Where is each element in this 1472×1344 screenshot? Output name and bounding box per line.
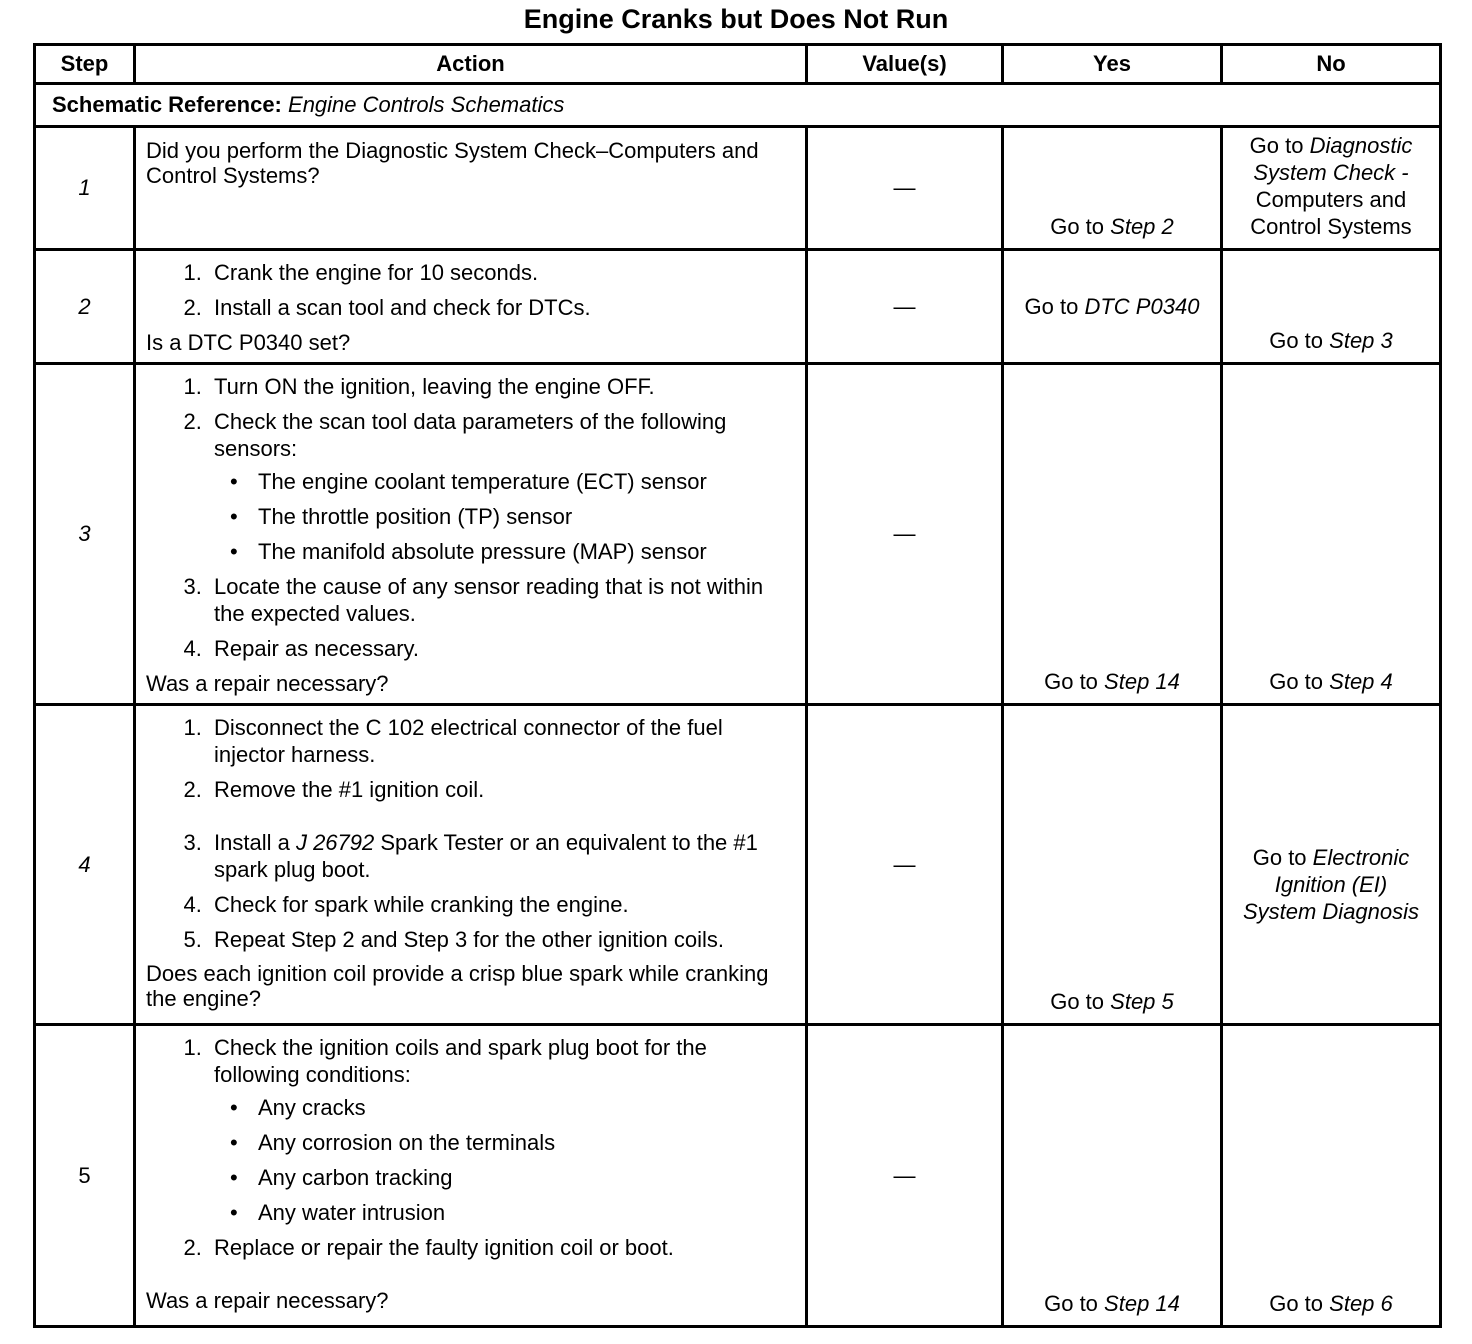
- diagnostic-table: [33, 43, 1442, 1328]
- header-row: [35, 45, 1441, 84]
- value-cell: —: [807, 127, 1003, 250]
- table-row: [35, 127, 1441, 250]
- step-number: 5: [35, 1025, 135, 1327]
- step-number: 4: [35, 705, 135, 1025]
- tool-link[interactable]: J 26792: [295, 830, 375, 855]
- schematic-row: [35, 84, 1441, 127]
- yes-prefix: Go to: [1044, 1291, 1098, 1316]
- step-number: 3: [35, 364, 135, 705]
- header-values: Value(s): [807, 45, 1003, 84]
- yes-cell: [1003, 127, 1222, 250]
- no-cell: [1222, 250, 1441, 364]
- action-question: Does each ignition coil provide a crisp blue spark while cranking the engine?: [146, 961, 769, 1011]
- action-list: [146, 1034, 793, 1261]
- condition-list: [214, 1094, 793, 1226]
- step-number: 1: [35, 127, 135, 250]
- yes-link[interactable]: Step 2: [1110, 214, 1174, 239]
- action-item: [208, 1034, 793, 1226]
- table-row: [35, 250, 1441, 364]
- action-item-text: Check the ignition coils and spark plug boot for the following conditions:: [214, 1035, 707, 1087]
- action-item: 2. Replace or repair the faulty ignition coil or boot.: [208, 1234, 793, 1261]
- list-item: • Any corrosion on the terminals: [252, 1129, 793, 1156]
- table-row: [35, 364, 1441, 705]
- schematic-reference: [35, 84, 1441, 127]
- step-number: 2: [35, 250, 135, 364]
- action-list: [146, 714, 793, 953]
- action-item: 5. Repeat Step 2 and Step 3 for the other ignition coils.: [208, 926, 793, 953]
- yes-prefix: Go to: [1024, 293, 1079, 319]
- yes-link[interactable]: Step 5: [1110, 989, 1174, 1014]
- action-item: 1. Turn ON the ignition, leaving the engine OFF.: [208, 373, 793, 400]
- yes-prefix: Go to: [1050, 989, 1105, 1014]
- yes-prefix: Go to: [1050, 214, 1105, 239]
- sensor-list: [214, 468, 793, 565]
- no-prefix: Go to: [1252, 845, 1307, 870]
- action-cell: [135, 127, 807, 250]
- action-item: 2. Install a scan tool and check for DTCs.: [208, 294, 793, 321]
- action-cell: [135, 250, 807, 364]
- action-item: [208, 829, 793, 883]
- yes-cell: [1003, 705, 1222, 1025]
- no-cell: [1222, 705, 1441, 1025]
- value-cell: —: [807, 364, 1003, 705]
- action-item: 4. Check for spark while cranking the engine.: [208, 891, 793, 918]
- action-question: Did you perform the Diagnostic System Check–Computers and Control Systems?: [146, 138, 759, 188]
- action-list: [146, 259, 793, 321]
- action-list: [146, 373, 793, 662]
- action-cell: [135, 1025, 807, 1327]
- action-cell: [135, 364, 807, 705]
- no-prefix: Go to: [1269, 328, 1324, 353]
- no-cell: [1222, 364, 1441, 705]
- no-cell: [1222, 127, 1441, 250]
- action-question: Was a repair necessary?: [146, 1288, 389, 1313]
- action-question: Is a DTC P0340 set?: [146, 330, 351, 355]
- yes-link[interactable]: Step 14: [1104, 669, 1180, 694]
- schematic-link[interactable]: Engine Controls Schematics: [288, 92, 565, 117]
- header-yes: Yes: [1003, 45, 1222, 84]
- action-item-text: Install a: [214, 830, 290, 855]
- yes-prefix: Go to: [1044, 669, 1098, 694]
- header-step: Step: [35, 45, 135, 84]
- table-row: [35, 1025, 1441, 1327]
- list-item: • Any carbon tracking: [252, 1164, 793, 1191]
- value-cell: —: [807, 1025, 1003, 1327]
- value-cell: —: [807, 705, 1003, 1025]
- action-item: 1. Crank the engine for 10 seconds.: [208, 259, 793, 286]
- action-item: 3. Locate the cause of any sensor reading that is not within the expected values.: [208, 573, 793, 627]
- list-item: • The engine coolant temperature (ECT) sensor: [252, 468, 793, 495]
- value-cell: —: [807, 250, 1003, 364]
- no-link[interactable]: Step 3: [1329, 328, 1393, 353]
- yes-cell: [1003, 364, 1222, 705]
- no-link[interactable]: Diagnostic System Check -: [1253, 133, 1413, 185]
- list-item: • The manifold absolute pressure (MAP) sensor: [252, 538, 793, 565]
- yes-cell: [1003, 1025, 1222, 1327]
- no-cell: [1222, 1025, 1441, 1327]
- no-prefix: Go to: [1249, 133, 1304, 158]
- no-prefix: Go to: [1269, 1291, 1324, 1316]
- action-item: 1. Disconnect the C 102 electrical connector of the fuel injector harness.: [208, 714, 793, 768]
- table-row: [35, 705, 1441, 1025]
- schematic-label: Schematic Reference:: [52, 92, 282, 117]
- action-item: 4. Repair as necessary.: [208, 635, 793, 662]
- header-no: No: [1222, 45, 1441, 84]
- yes-link[interactable]: DTC P0340: [1084, 293, 1200, 319]
- no-link[interactable]: Step 6: [1329, 1291, 1393, 1316]
- yes-link[interactable]: Step 14: [1104, 1291, 1180, 1316]
- action-item: [208, 408, 793, 565]
- no-link[interactable]: Electronic Ignition (EI) System Diagnosis: [1242, 845, 1420, 924]
- yes-cell: [1003, 250, 1222, 364]
- action-cell: [135, 705, 807, 1025]
- no-prefix: Go to: [1269, 669, 1324, 694]
- list-item: • The throttle position (TP) sensor: [252, 503, 793, 530]
- header-action: Action: [135, 45, 807, 84]
- list-item: • Any water intrusion: [252, 1199, 793, 1226]
- list-item: • Any cracks: [252, 1094, 793, 1121]
- action-item-text: Check the scan tool data parameters of the following sensors:: [214, 409, 727, 461]
- action-question: Was a repair necessary?: [146, 671, 389, 696]
- page-title: Engine Cranks but Does Not Run: [523, 4, 949, 34]
- no-suffix: Computers and Control Systems: [1250, 187, 1412, 239]
- no-link[interactable]: Step 4: [1329, 669, 1393, 694]
- action-item: 2. Remove the #1 ignition coil.: [208, 776, 793, 803]
- action-item-text: Spark Tester or an equivalent to the #1 spark plug boot.: [214, 830, 758, 882]
